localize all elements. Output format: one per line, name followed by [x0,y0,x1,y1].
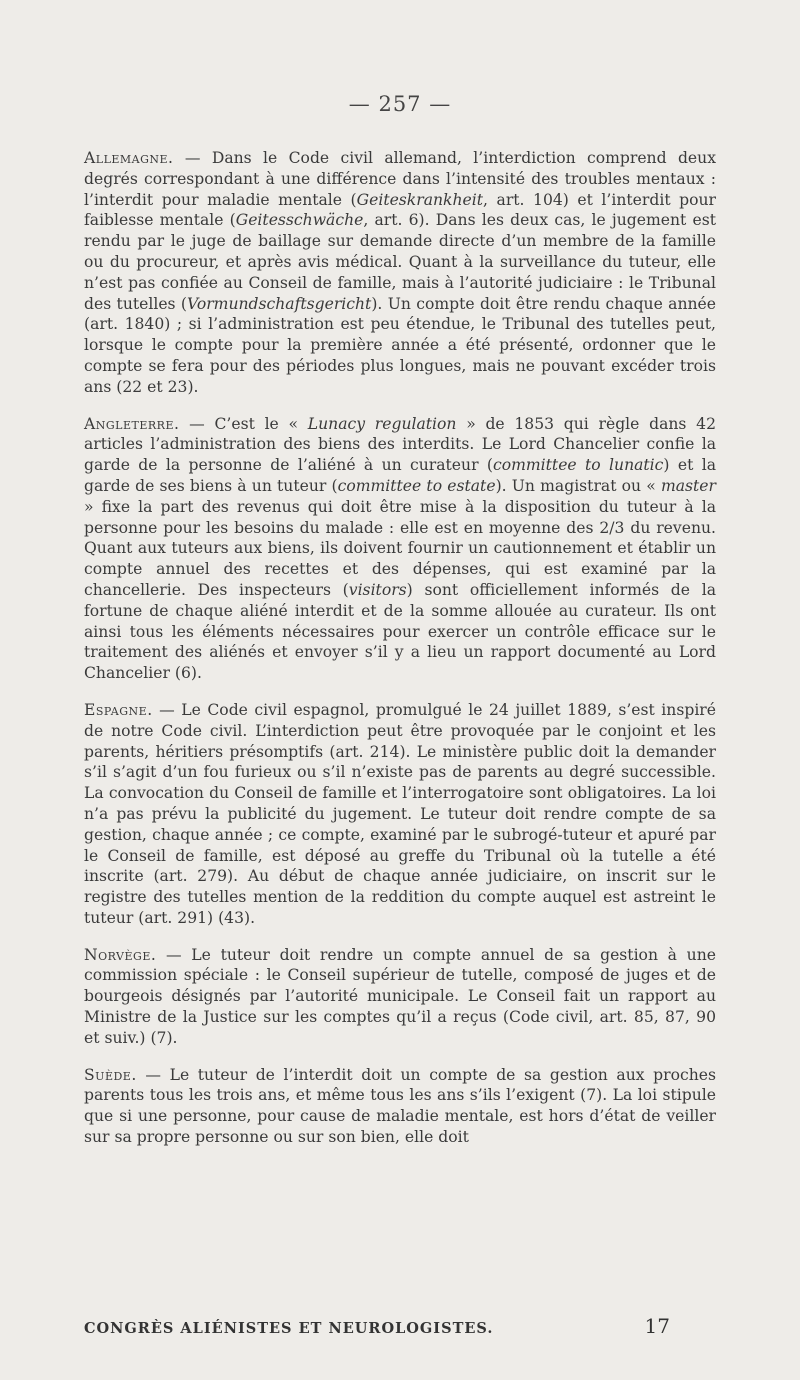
italic-term: Lunacy regulation [307,414,457,433]
italic-term: committee to lunatic [492,456,664,475]
footer-signature: CONGRÈS ALIÉNISTES ET NEUROLOGISTES. [84,1320,494,1337]
text-run: — C’est le « [179,414,308,433]
italic-term: visitors [348,580,407,599]
italic-term: Vormundschaftsgericht [186,294,372,313]
italic-term: master [660,476,716,495]
text-run: ). Un magistrat ou « [495,476,661,495]
italic-term: committee to estate [337,476,496,495]
text-run: ) sont officiellement informés de la fortune de chaque aliéné interdit et de la somme allouée au curateur. Ils ont ainsi tous les éléments nécessaires pour exercer un contrôle efficace sur le traitement des aliénés et envoyer s’il y a lieu un rapport documenté au Lord Chancelier (6). [84,580,716,683]
paragraph-heading: Norvège. [84,945,157,964]
text-run: — Le Code civil espagnol, promulgué le 24 juillet 1889, s’est inspiré de notre Code civil. L’interdiction peut être provoquée par le conjoint et les parents, héritiers présomptifs (art. 214). Le ministère public doit la demander s’il s’agit d’un fou furieux ou s’il n’existe pas de parents au degré successible. La convocation du Conseil de famille et l’interrogatoire sont obligatoires. La loi n’a pas prévu la publicité du jugement. Le tuteur doit rendre compte de sa gestion, chaque année ; ce compte, examiné par le subrogé-tuteur et apuré par le Conseil de famille, est déposé au greffe du Tribunal où la tutelle a été inscrite (art. 279). Au début de chaque année judiciaire, on inscrit sur le registre des tutelles mention de la reddition du compte auquel est astreint le tuteur (art. 291) (43). [84,700,716,927]
text-run: — Dans le Code civil allemand, l’interdiction comprend deux degrés correspondant à une différence dans l’intensité des troubles mentaux : l’interdit pour maladie mentale ( [84,149,716,209]
page-number: — 257 — [348,92,452,116]
text-run: — Le tuteur doit rendre un compte annuel de sa gestion à une commission spéciale : le Conseil supérieur de tutelle, composé de juges et de bourgeois désignés par l’autorité municipale. Le Conseil fait un rapport au Ministre de la Justice sur les comptes qu’il a reçus (Code civil, art. 85, 87, 90 et suiv.) (7). [84,945,716,1047]
paragraph-norvege [84,945,716,1049]
text-run: , art. 6). Dans les deux cas, le jugement est rendu par le juge de baillage sur demande directe d’un membre de la famille ou du procureur, et après avis médical. Quant à la surveillance du tuteur, elle n’est pas confiée au Conseil de famille, mais à l’autorité judiciaire : le Tribunal des tutelles ( [84,211,716,313]
text-run: ) et la garde de ses biens à un tuteur ( [84,456,716,495]
text-run: ). Un compte doit être rendu chaque année (art. 1840) ; si l’administration est peu étendue, le Tribunal des tutelles peut, lorsque le compte pour la première année a été présenté, ordonner que le compte se fera pour des périodes plus longues, mais ne pouvant excéder trois ans (22 et 23). [84,294,716,396]
text-run: » de 1853 qui règle dans 42 articles l’administration des biens des interdits. Le Lord Chancelier confie la garde de la personne de l’aliéné à un curateur ( [84,414,716,475]
paragraph-angleterre [84,414,716,684]
italic-term: Geiteskrankheit [356,190,484,209]
text-run: » fixe la part des revenus qui doit être mise à la disposition du tuteur à la personne pour les besoins du malade : elle est en moyenne des 2/3 du revenu. Quant aux tuteurs aux biens, ils doivent fournir un cautionnement et établir un compte annuel des recettes et des dépenses, qui est examiné par la chancellerie. Des inspecteurs ( [84,497,716,599]
paragraph-heading: Suède. [84,1065,137,1084]
paragraph-suede [84,1065,716,1148]
body-text [84,148,716,1164]
paragraph-allemagne [84,148,716,398]
paragraph-heading: Angleterre. [84,414,180,433]
text-run: — Le tuteur de l’interdit doit un compte de sa gestion aux proches parents tous les trois ans, et même tous les ans s’ils l’exigent (7). La loi stipule que si une personne, pour cause de maladie mentale, est hors d’état de veiller sur sa propre personne ou sur son bien, elle doit [84,1065,716,1147]
paragraph-heading: Espagne. [84,700,153,719]
paragraph-espagne [84,700,716,929]
paragraph-heading: Allemagne. [84,149,174,167]
footer-sheet-number: 17 [644,1314,670,1338]
page-footer [84,1314,670,1338]
text-run: , art. 104) et l’interdit pour faiblesse mentale ( [84,190,716,230]
italic-term: Geitesschwäche [235,211,364,230]
